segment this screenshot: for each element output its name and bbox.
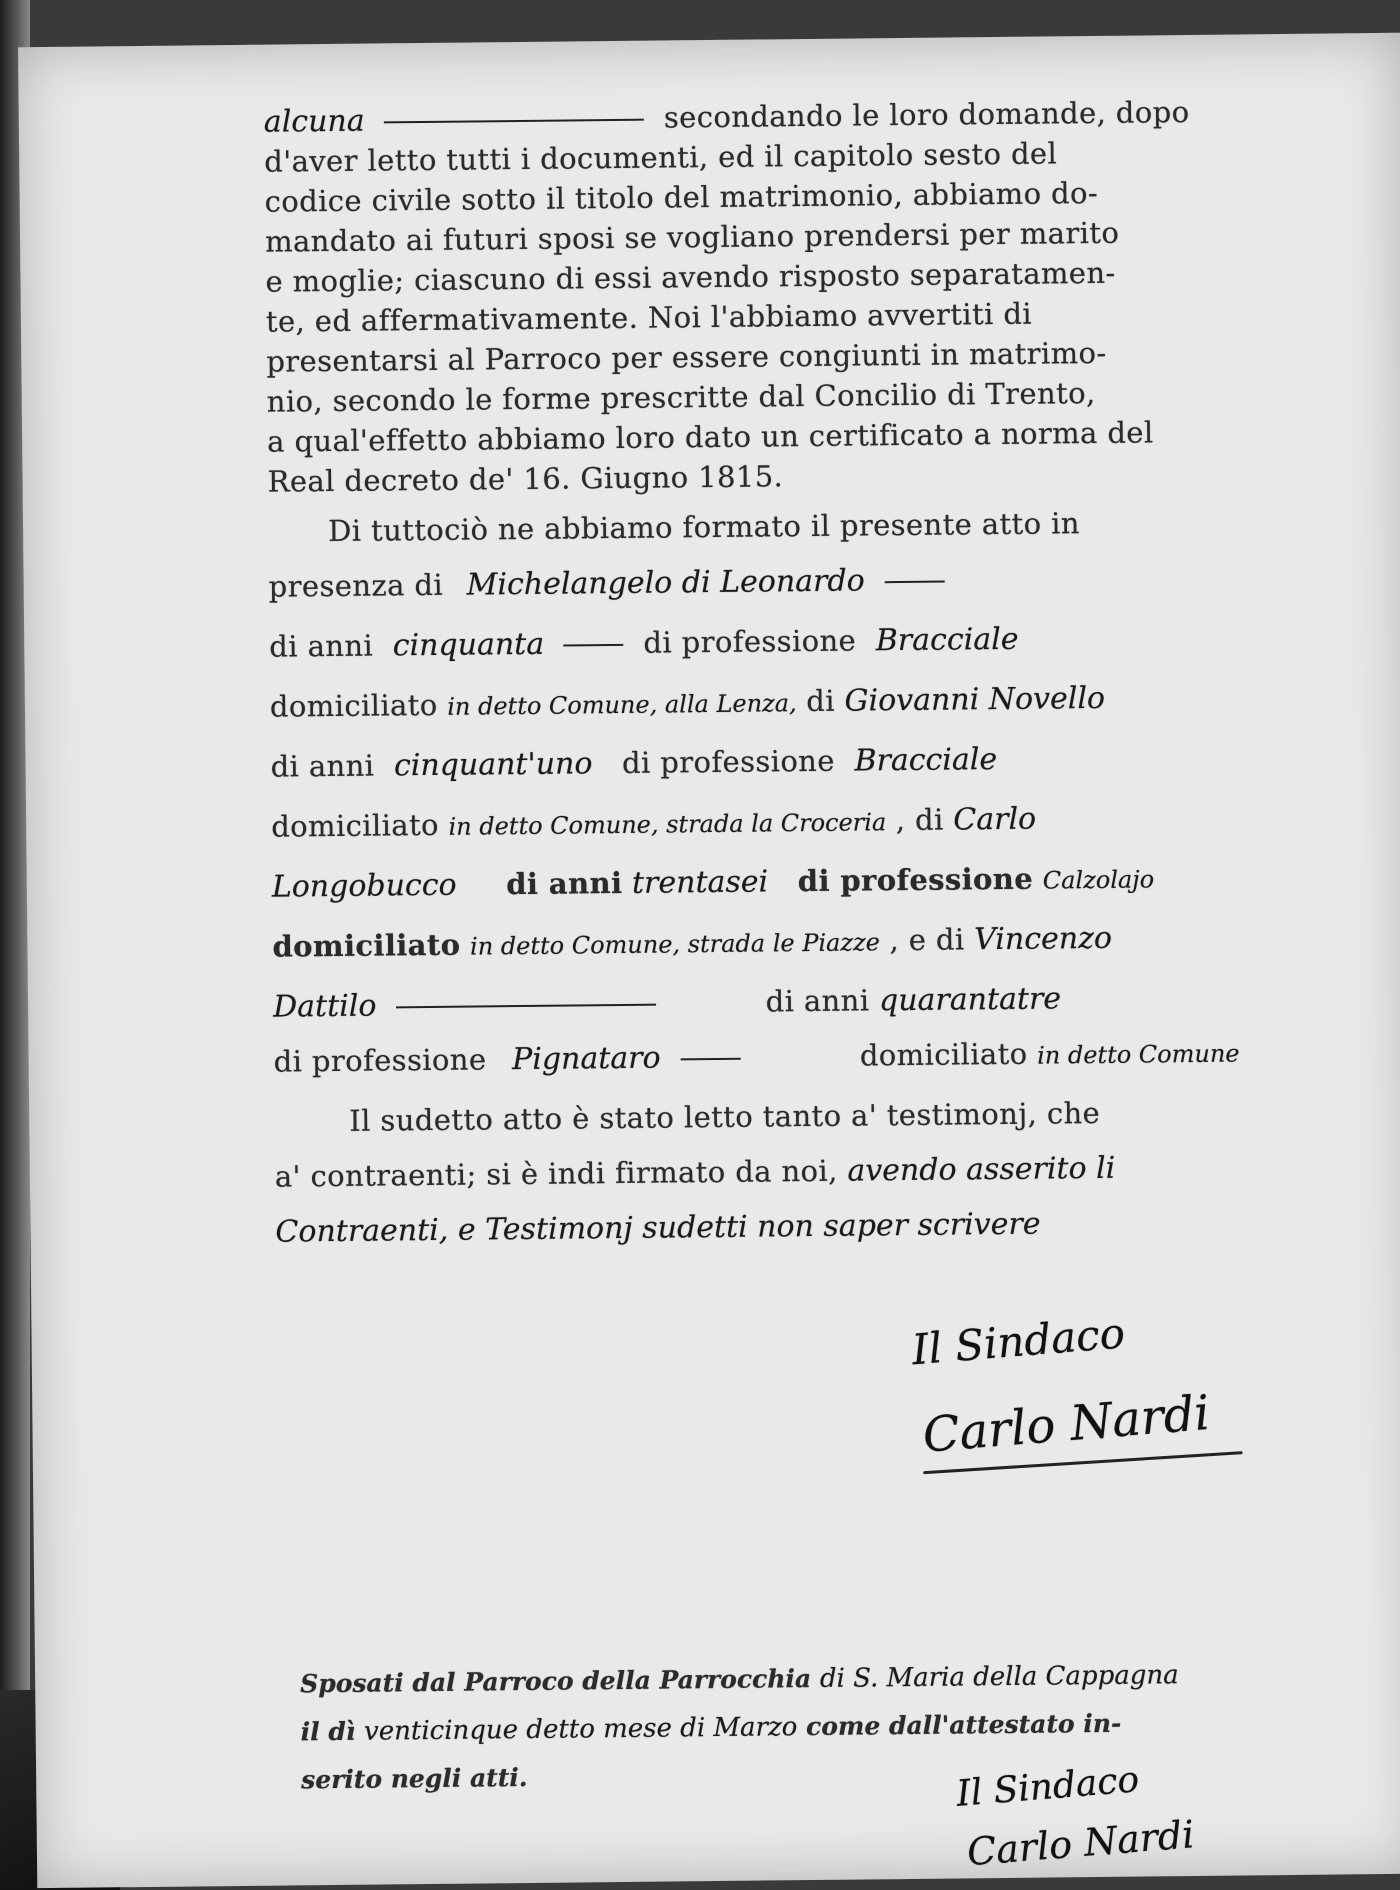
handwritten-text: avendo asserito li xyxy=(847,1150,1116,1189)
text-line-9: a qual'effetto abbiamo loro dato un certificato a norma del xyxy=(267,415,1154,459)
handwritten-text: di S. Maria della Cappagna xyxy=(819,1660,1179,1694)
handwritten-text: venticinque detto mese di Marzo xyxy=(363,1712,798,1747)
printed-text: il dì xyxy=(300,1716,356,1747)
printed-text: di professione xyxy=(643,623,857,660)
signature-1-name: Carlo Nardi xyxy=(920,1384,1212,1464)
handwritten-domicile: in detto Comune, strada le Piazze xyxy=(469,928,881,961)
handwritten-domicile: in detto Comune, alla Lenza, xyxy=(447,689,797,721)
closing-line-3 xyxy=(275,1205,1205,1250)
handwritten-profession: Bracciale xyxy=(854,742,998,779)
handwritten-name: Dattilo xyxy=(272,988,377,1025)
printed-text: di anni xyxy=(765,983,870,1019)
handwritten-name: Vincenzo xyxy=(973,920,1113,958)
handwritten-age: cinquant'uno xyxy=(393,746,593,784)
text-line-4: mandato ai futuri sposi se vogliano prendersi per marito xyxy=(264,215,1120,259)
signature-2-name: Carlo Nardi xyxy=(965,1812,1196,1875)
blank-dash xyxy=(564,644,624,647)
document-page xyxy=(18,33,1400,1888)
witness-1-name-line xyxy=(269,560,1199,605)
closing-line-1: Il sudetto atto è stato letto tanto a' testimonj, che xyxy=(349,1095,1101,1138)
witness-1-age-line xyxy=(269,620,1199,665)
bottom-note-line-3: serito negli atti. xyxy=(301,1762,528,1795)
printed-text: , e di xyxy=(889,922,965,958)
witness-1-domicile-line xyxy=(270,680,1200,725)
text-line-2: d'aver letto tutti i documenti, ed il capitolo sesto del xyxy=(264,136,1058,179)
printed-text: domiciliato xyxy=(859,1036,1028,1073)
signature-1-title: Il Sindaco xyxy=(910,1308,1127,1375)
printed-text: a' contraenti; si è indi firmato da noi, xyxy=(274,1153,838,1194)
printed-text: di professione xyxy=(797,861,1034,899)
handwritten-profession: Bracciale xyxy=(875,621,1019,659)
printed-text: di anni xyxy=(506,865,623,902)
text-line-3: codice civile sotto il titolo del matrimonio, abbiamo do- xyxy=(264,175,1099,219)
witness-4-age-line xyxy=(273,980,1203,1025)
handwritten-word: alcuna xyxy=(263,103,365,140)
text-line-11: Di tuttociò ne abbiamo formato il presente atto in xyxy=(327,506,1081,549)
text-line-5: e moglie; ciascuno di essi avendo risposto separatamen- xyxy=(265,255,1116,299)
text-line-7: presentarsi al Parroco per essere congiunti in matrimo- xyxy=(266,335,1107,379)
handwritten-profession: Calzolajo xyxy=(1042,865,1155,895)
handwritten-domicile: in detto Comune xyxy=(1037,1039,1240,1070)
handwritten-age: trentasei xyxy=(631,864,769,901)
handwritten-name: Michelangelo di Leonardo xyxy=(466,563,865,603)
text-line-8: nio, secondo le forme prescritte dal Concilio di Trento, xyxy=(266,375,1096,419)
printed-text: come dall'attestato in- xyxy=(805,1708,1122,1742)
handwritten-text: Contraenti, e Testimonj sudetti non saper scrivere xyxy=(275,1206,1041,1250)
blank-dash xyxy=(680,1058,740,1061)
printed-text: di professione xyxy=(273,1042,487,1079)
handwritten-age: quarantatre xyxy=(878,981,1062,1019)
printed-text: domiciliato xyxy=(272,927,461,964)
bottom-note-line-1 xyxy=(300,1660,1230,1700)
printed-text: di anni xyxy=(270,748,375,784)
handwritten-domicile: in detto Comune, strada la Croceria xyxy=(448,808,887,841)
text-line-1 xyxy=(264,95,1194,140)
witness-2-age-line xyxy=(270,740,1200,785)
handwritten-age: cinquanta xyxy=(392,626,545,664)
witness-3-domicile-line xyxy=(272,920,1202,965)
closing-line-2 xyxy=(275,1150,1205,1195)
witness-2-domicile-line xyxy=(271,800,1201,845)
blank-dash xyxy=(384,119,644,124)
printed-text: domiciliato xyxy=(271,807,440,844)
printed-text: Sposati dal Parroco della Parrocchia xyxy=(300,1664,812,1699)
blank-dash xyxy=(396,1004,656,1009)
witness-4-profession-line xyxy=(273,1035,1240,1080)
signature-2-title: Il Sindaco xyxy=(954,1759,1141,1815)
printed-text: di anni xyxy=(269,628,374,664)
text-line-10: Real decreto de' 16. Giugno 1815. xyxy=(267,459,784,499)
printed-text: secondando le loro domande, dopo xyxy=(663,94,1190,135)
printed-text: presenza di xyxy=(268,567,444,604)
printed-text: di professione xyxy=(621,743,836,780)
handwritten-name: Longobucco xyxy=(271,867,457,905)
bottom-note-line-2 xyxy=(301,1708,1231,1748)
handwritten-name: Giovanni Novello xyxy=(844,680,1106,719)
printed-text: di xyxy=(806,683,836,719)
text-line-6: te, ed affermativamente. Noi l'abbiamo avvertiti di xyxy=(265,296,1033,339)
handwritten-profession: Pignataro xyxy=(511,1040,661,1078)
printed-text: domiciliato xyxy=(269,687,438,724)
blank-dash xyxy=(884,581,944,584)
witness-3-age-line xyxy=(272,860,1202,905)
handwritten-name: Carlo xyxy=(953,801,1037,838)
printed-text: , di xyxy=(895,802,944,838)
